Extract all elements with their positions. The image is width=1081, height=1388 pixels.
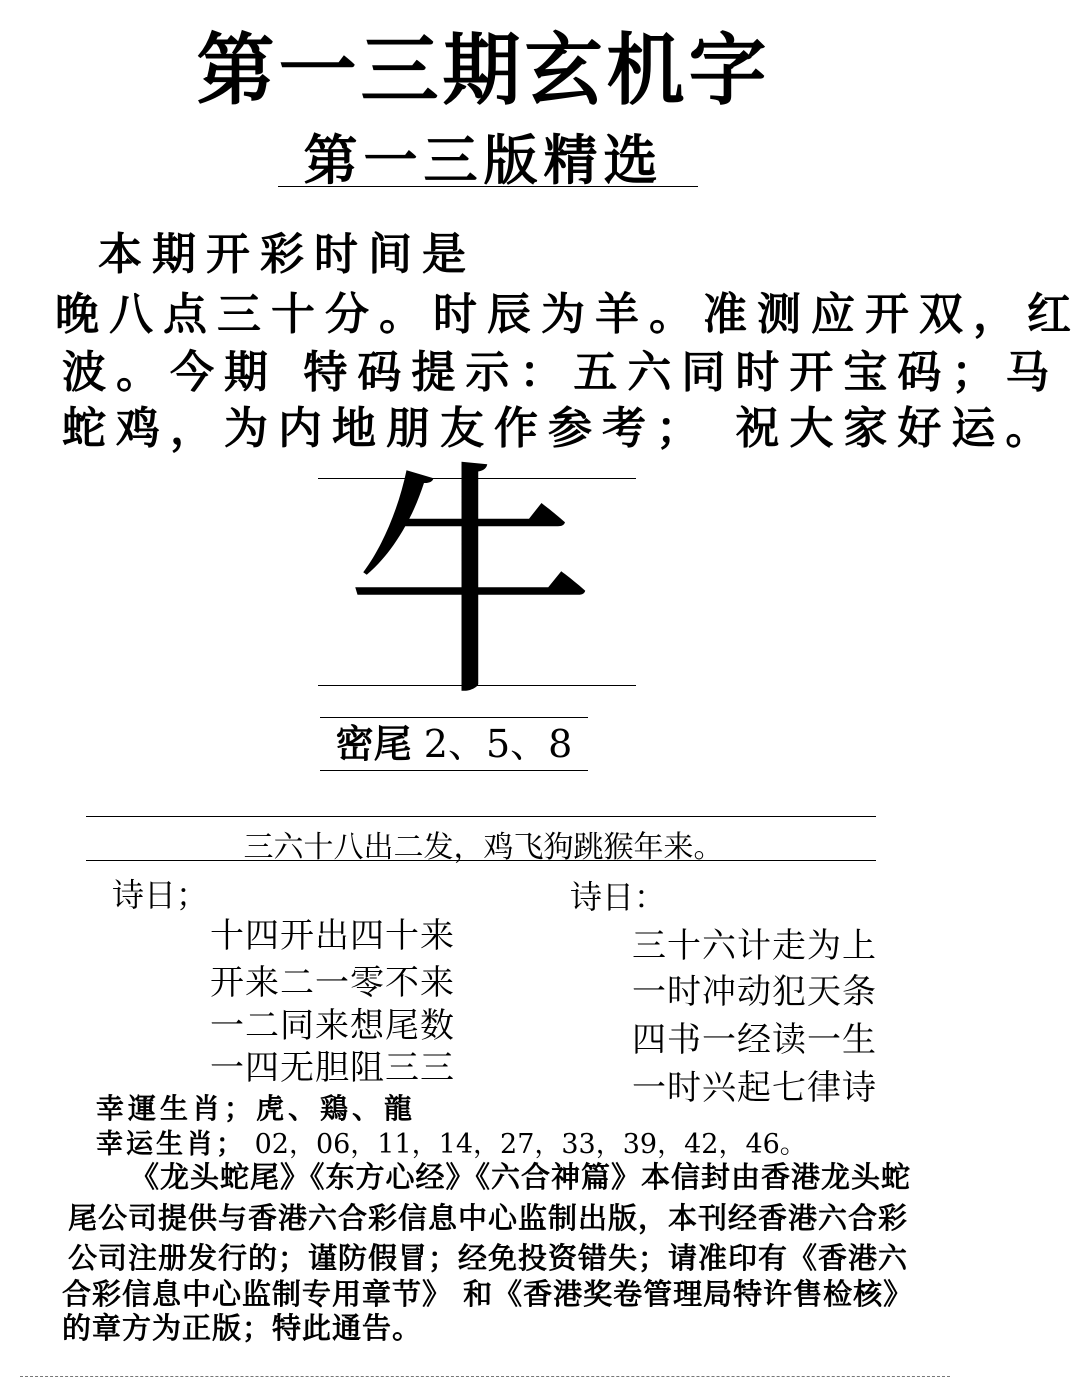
poem-right-line: 一时冲动犯天条 <box>632 972 877 1012</box>
intro-line-2: 晚八点三十分。时辰为羊。准测应开双，红 <box>55 289 1081 340</box>
scan-bottom-edge <box>20 1376 950 1377</box>
lucky-numbers-label: 幸运生肖； <box>96 1129 246 1160</box>
riddle-bottom-rule <box>86 860 876 861</box>
riddle-line: 三六十八出二发，鸡飞狗跳猴年来。 <box>243 830 724 865</box>
notice-line-1: 《龙头蛇尾》《东方心经》《六合神篇》本信封由香港龙头蛇 <box>130 1160 912 1194</box>
poem-left-heading: 诗日； <box>112 876 209 914</box>
poem-right-line: 四书一经读一生 <box>632 1020 877 1060</box>
lucky-zodiac-label: 幸運生肖； <box>96 1092 257 1125</box>
poem-left-line: 一四无胆阻三三 <box>210 1048 455 1088</box>
intro-line-3: 波。今期 特码提示：五六同时开宝码；马 <box>62 347 1060 398</box>
poem-left-line: 十四开出四十来 <box>210 916 455 956</box>
poem-left-line: 开来二一零不来 <box>210 963 455 1003</box>
notice-line-3: 公司注册发行的；谨防假冒；经免投资错失；请准印有《香港六 <box>68 1241 909 1275</box>
poem-right-line: 一时兴起七律诗 <box>632 1068 877 1108</box>
zodiac-character: 牛 <box>345 439 595 730</box>
poem-left-line: 一二同来想尾数 <box>210 1006 455 1046</box>
poem-right-heading: 诗日： <box>570 878 667 916</box>
lucky-zodiac-row <box>96 1087 416 1127</box>
secret-tail-box <box>320 717 588 771</box>
notice-line-5: 的章方为正版；特此通告。 <box>62 1311 423 1345</box>
riddle-top-rule <box>86 816 876 817</box>
subtitle-underline <box>278 186 698 187</box>
page-subtitle: 第一三版精选 <box>303 129 664 192</box>
intro-line-1: 本期开彩时间是 <box>98 229 476 280</box>
notice-line-2: 尾公司提供与香港六合彩信息中心监制出版，本刊经香港六合彩 <box>68 1201 909 1235</box>
poem-right-line: 三十六计走为上 <box>632 926 877 966</box>
secret-tail-label: 密尾 <box>335 722 412 766</box>
page-title: 第一三期玄机字 <box>196 25 771 116</box>
secret-tail-values: 2、5、8 <box>423 722 573 766</box>
notice-line-4: 合彩信息中心监制专用章节》 和《香港奖卷管理局特许售检核》 <box>62 1277 914 1311</box>
intro-line-4: 蛇鸡，为内地朋友作参考； 祝大家好运。 <box>62 403 1060 454</box>
lucky-numbers-values: 02，06，11，14，27，33，39，42，46。 <box>254 1129 807 1160</box>
zodiac-bottom-rule <box>318 685 636 686</box>
lucky-zodiac-values: 虎、鶏、龍 <box>256 1092 417 1125</box>
